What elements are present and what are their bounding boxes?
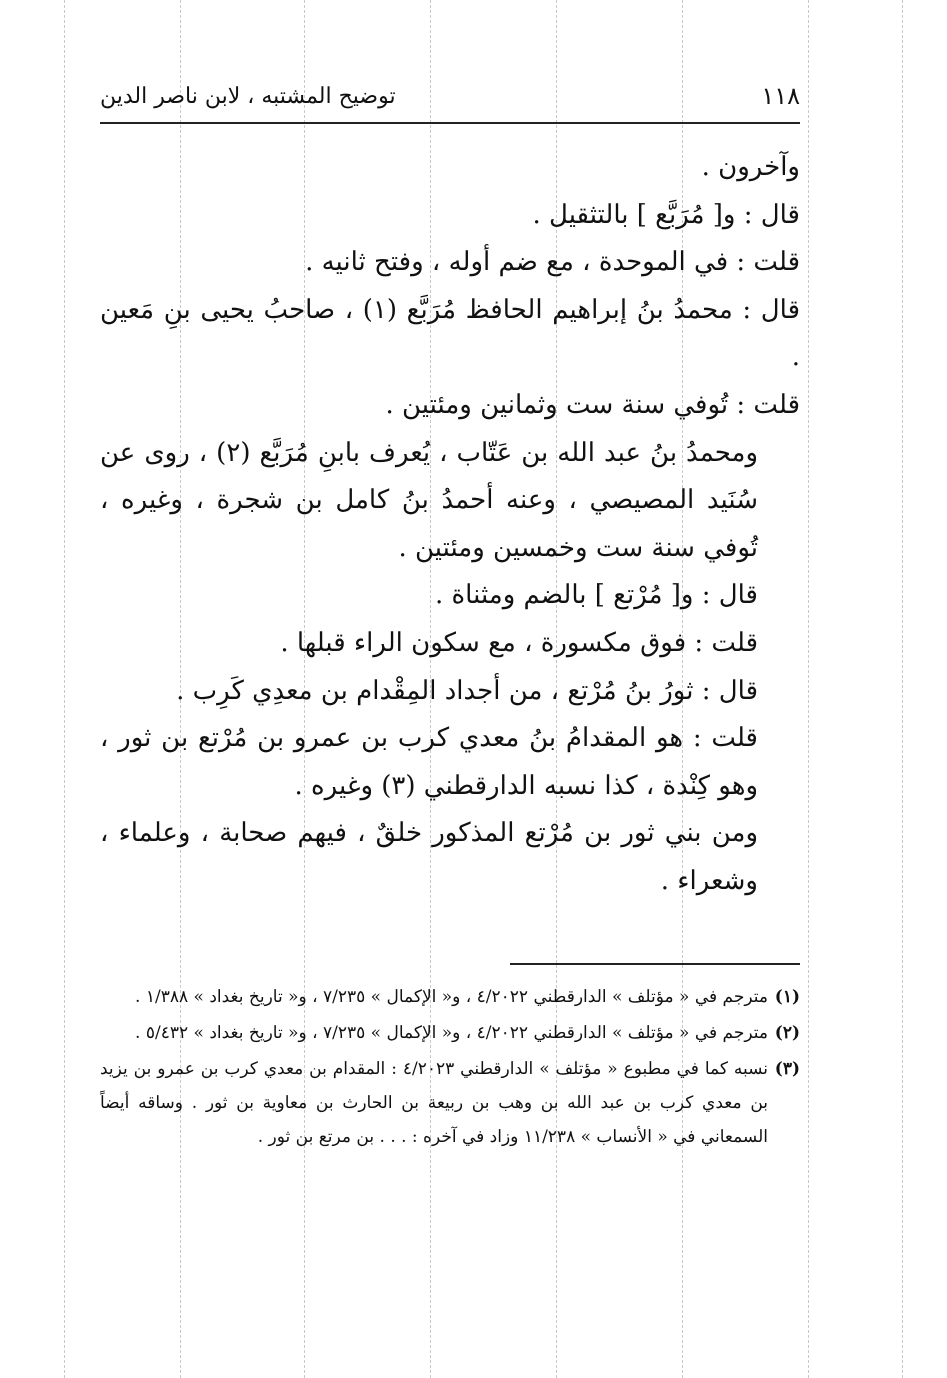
footnote-separator	[510, 963, 800, 965]
footnotes	[100, 980, 800, 1156]
footnote-text: مترجم في « مؤتلف » الدارقطني ٤/٢٠٢٢ ، و« الإكمال » ٧/٢٣٥ ، و« تاريخ بغداد » ١/٣٨٨ .	[135, 987, 768, 1007]
main-text	[100, 144, 800, 906]
page-header	[100, 78, 800, 124]
paragraph: ومحمدُ بنُ عبد الله بن عَتّاب ، يُعرف بابنِ مُرَبَّع (٢) ، روى عن سُنَيد المصيصي ، وعنه أحمدُ بنُ كامل بن شجرة ، وغيره ، تُوفي سنة ست وخمسين ومئتين .	[100, 437, 759, 563]
paragraph: قال : ثورُ بنُ مُرْتع ، من أجداد المِقْدام بن معدِي كَرِب .	[176, 675, 758, 706]
paragraph: قلت : فوق مكسورة ، مع سكون الراء قبلها .	[280, 627, 758, 658]
book-page	[100, 78, 800, 1318]
footnote-number: (٣)	[774, 1059, 800, 1079]
paragraph: قال : و[ مُرْتع ] بالضم ومثناة .	[435, 580, 758, 611]
scan-guide-line	[64, 0, 65, 1378]
footnote	[100, 980, 800, 1014]
footnote	[100, 1052, 800, 1154]
paragraph: ومن بني ثور بن مُرْتع المذكور خلقٌ ، فيهم صحابة ، وعلماء ، وشعراء .	[100, 818, 758, 896]
footnote-text: مترجم في « مؤتلف » الدارقطني ٤/٢٠٢٢ ، و« الإكمال » ٧/٢٣٥ ، و« تاريخ بغداد » ٥/٤٣٢ .	[135, 1023, 768, 1043]
page-number: ١١٨	[761, 82, 800, 110]
footnote	[100, 1016, 800, 1050]
scan-guide-line	[902, 0, 903, 1378]
paragraph: قلت : في الموحدة ، مع ضم أوله ، وفتح ثانيه .	[305, 247, 800, 278]
paragraph: قال : و[ مُرَبَّع ] بالتثقيل .	[532, 199, 800, 230]
paragraph: قال : محمدُ بنُ إبراهيم الحافظ مُرَبَّع (١) ، صاحبُ يحيى بنِ مَعين .	[100, 294, 800, 373]
scan-guide-line	[808, 0, 809, 1378]
footnote-number: (٢)	[774, 1023, 800, 1043]
running-title: توضيح المشتبه ، لابن ناصر الدين	[100, 84, 396, 109]
paragraph: وآخرون .	[701, 152, 800, 182]
paragraph: قلت : هو المقدامُ بنُ معدي كرب بن عمرو بن مُرْتع بن ثور ، وهو كِنْدة ، كذا نسبه الدارقطني (٣) وغيره .	[100, 723, 758, 801]
paragraph: قلت : تُوفي سنة ست وثمانين ومئتين .	[385, 389, 800, 420]
footnote-number: (١)	[774, 987, 800, 1007]
footnote-text: نسبه كما في مطبوع « مؤتلف » الدارقطني ٤/٢٠٢٣ : المقدام بن معدي كرب بن عمرو بن يزيد بن معدي كرب بن عبد الله بن وهب بن ربيعة بن الحارث بن معاوية بن ثور . وساقه أيضاً السمعاني في « الأنساب » ١١/٢٣٨ وزاد في آخره : . . . بن مرتع بن ثور .	[100, 1059, 768, 1147]
